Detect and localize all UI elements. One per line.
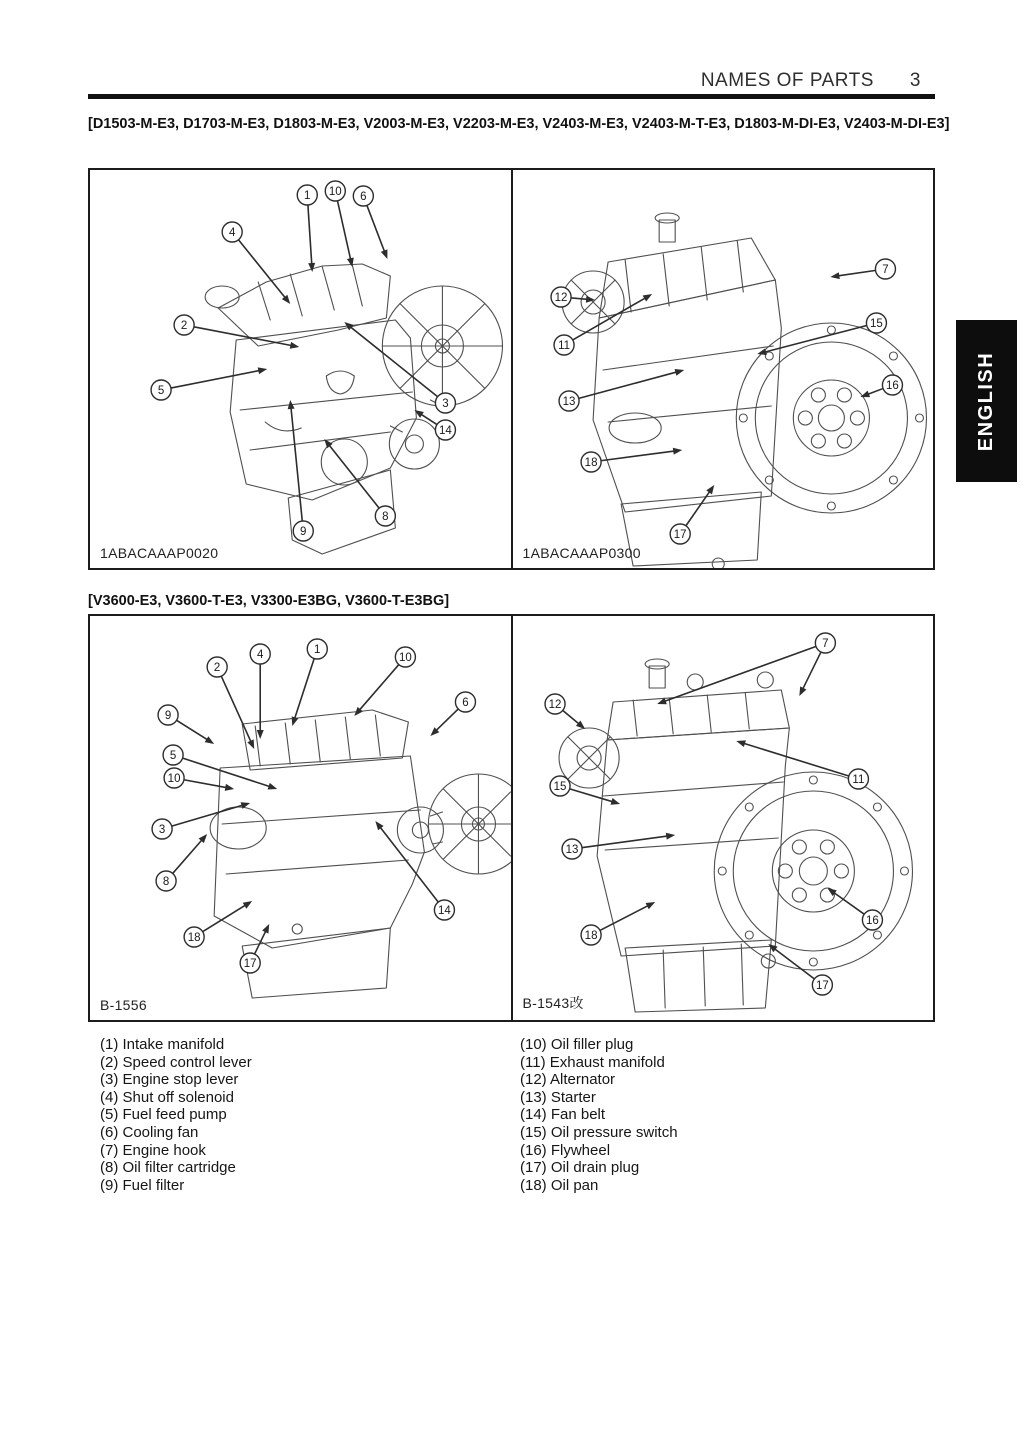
figure-box-1 (88, 168, 935, 570)
engine-diagram-svg (513, 170, 934, 568)
engine-diagram-svg (513, 616, 934, 1020)
header-rule (88, 94, 935, 99)
model-list-heading-1: [D1503-M-E3, D1703-M-E3, D1803-M-E3, V2003-M-E3, V2203-M-E3, V2403-M-E3, V2403-M-T-E3, D1803-M-DI-E3, V2403-M-DI-E3] (88, 116, 950, 132)
parts-list-item: (4) Shut off solenoid (100, 1088, 234, 1106)
parts-list-item: (2) Speed control lever (100, 1053, 252, 1071)
parts-list-item: (18) Oil pan (520, 1176, 599, 1194)
svg-text:1: 1 (314, 643, 321, 656)
svg-text:15: 15 (553, 780, 566, 793)
figure-caption: 1ABACAAAP0020 (100, 545, 219, 561)
svg-text:18: 18 (584, 456, 597, 469)
parts-list-left (100, 1036, 252, 1194)
svg-text:14: 14 (438, 904, 451, 917)
svg-text:18: 18 (187, 931, 201, 944)
svg-text:9: 9 (300, 525, 307, 538)
svg-text:12: 12 (554, 291, 567, 304)
parts-list-item: (1) Intake manifold (100, 1036, 225, 1053)
engine-diagram-rear-flywheel (513, 616, 934, 1020)
svg-text:4: 4 (228, 226, 236, 239)
figure-caption: B-1556 (100, 997, 147, 1013)
svg-text:4: 4 (256, 648, 264, 661)
svg-text:7: 7 (881, 263, 889, 276)
svg-text:5: 5 (169, 749, 177, 762)
svg-text:8: 8 (162, 875, 170, 888)
svg-text:10: 10 (398, 651, 412, 664)
parts-list-item: (5) Fuel feed pump (100, 1106, 227, 1124)
svg-text:3: 3 (158, 823, 166, 836)
svg-text:17: 17 (243, 957, 257, 970)
svg-text:5: 5 (157, 384, 165, 397)
svg-text:11: 11 (851, 773, 864, 786)
engine-diagram-rear-flywheel (513, 170, 934, 568)
svg-text:10: 10 (328, 185, 342, 198)
svg-text:1: 1 (304, 189, 311, 202)
language-tab (956, 320, 1017, 482)
svg-text:6: 6 (360, 190, 367, 203)
svg-text:17: 17 (815, 979, 829, 992)
svg-text:8: 8 (382, 510, 389, 523)
svg-text:13: 13 (565, 843, 578, 856)
svg-text:17: 17 (673, 528, 687, 541)
parts-list-item: (12) Alternator (520, 1071, 616, 1089)
engine-diagram-svg (90, 616, 511, 1020)
figure-box-2 (88, 614, 935, 1022)
parts-list-item: (8) Oil filter cartridge (100, 1159, 236, 1177)
svg-text:13: 13 (562, 395, 575, 408)
parts-list-column (100, 1036, 252, 1194)
svg-text:12: 12 (548, 698, 561, 711)
engine-diagram-front-quarter (90, 170, 511, 568)
parts-list-item: (13) Starter (520, 1088, 596, 1106)
parts-list-column (520, 1036, 678, 1194)
header-title: NAMES OF PARTS (700, 70, 874, 91)
parts-list-item: (11) Exhaust manifold (520, 1053, 665, 1071)
parts-list-item: (9) Fuel filter (100, 1176, 185, 1194)
parts-list-item: (15) Oil pressure switch (520, 1123, 678, 1141)
figure-caption: 1ABACAAAP0300 (522, 545, 641, 561)
parts-list-item: (17) Oil drain plug (520, 1159, 640, 1177)
engine-diagram-svg (90, 170, 511, 568)
svg-text:2: 2 (213, 661, 221, 674)
svg-text:3: 3 (442, 397, 449, 410)
svg-text:7: 7 (821, 637, 829, 650)
svg-text:2: 2 (180, 319, 188, 332)
language-tab-label: ENGLISH (975, 351, 997, 451)
figure-caption: B-1543改 (522, 995, 584, 1011)
svg-text:16: 16 (865, 914, 879, 927)
parts-list-item: (14) Fan belt (520, 1106, 606, 1124)
svg-text:11: 11 (557, 339, 570, 352)
svg-text:14: 14 (439, 424, 452, 437)
svg-text:10: 10 (167, 772, 181, 785)
svg-text:16: 16 (885, 379, 899, 392)
svg-text:18: 18 (584, 929, 597, 942)
parts-list-item: (3) Engine stop lever (100, 1071, 239, 1089)
svg-text:15: 15 (869, 317, 883, 330)
engine-diagram-front-quarter (90, 616, 511, 1020)
model-list-heading-2: [V3600-E3, V3600-T-E3, V3300-E3BG, V3600-T-E3BG] (88, 593, 450, 609)
parts-list-right (520, 1036, 678, 1194)
svg-text:9: 9 (164, 709, 172, 722)
page-header (88, 70, 921, 92)
parts-list-item: (6) Cooling fan (100, 1123, 199, 1141)
parts-list-item: (10) Oil filler plug (520, 1036, 634, 1053)
parts-list-item: (16) Flywheel (520, 1141, 611, 1159)
page-number: 3 (909, 70, 921, 91)
parts-list-item: (7) Engine hook (100, 1141, 206, 1159)
svg-text:6: 6 (462, 696, 469, 709)
